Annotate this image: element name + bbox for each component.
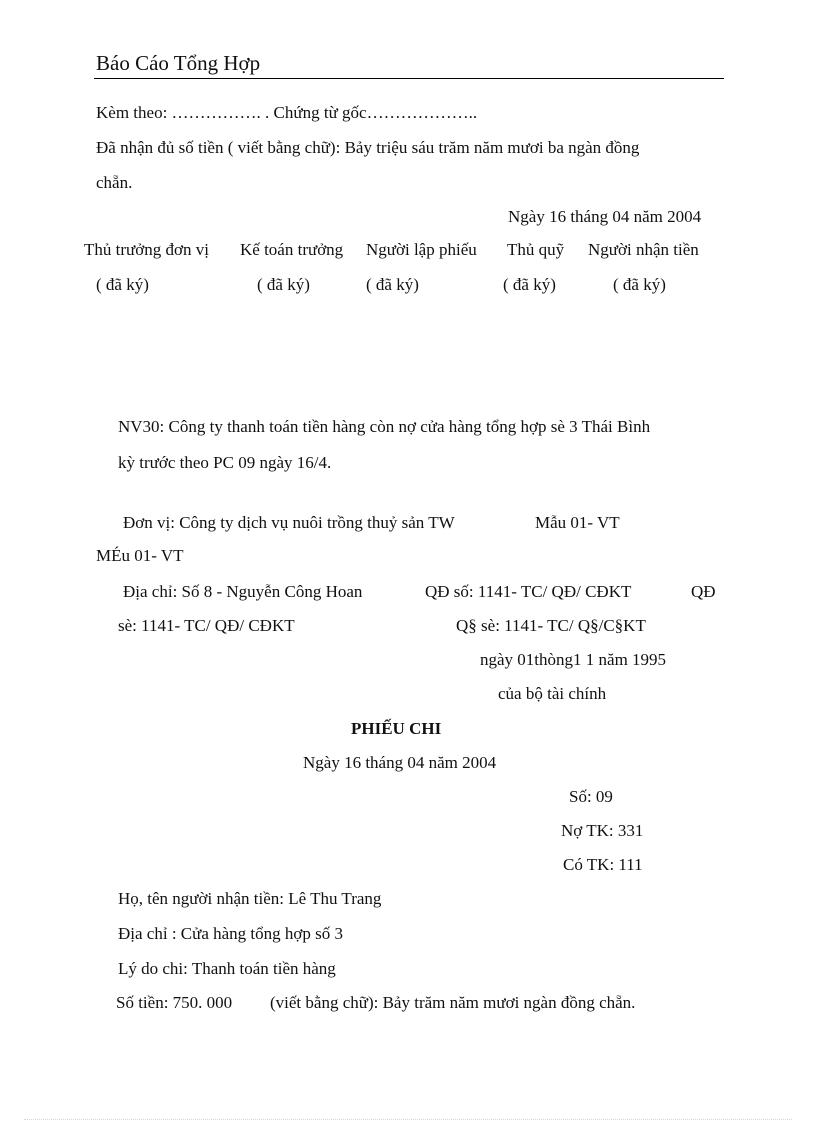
recipient-address-line: Địa chỉ : Cửa hàng tổng hợp số 3 [118,924,344,943]
signature-role-preparer: Người lập phiếu [366,240,477,259]
page-header-title: Báo Cáo Tổng Hợp [96,51,261,75]
debit-account: Nợ TK: 331 [561,821,644,840]
decision-number-garbled: Q§ sè: 1141- TC/ Q§/C§KT [456,616,646,635]
signature-status-preparer: ( đã ký) [366,275,419,294]
recipient-line: Họ, tên người nhận tiền: Lê Thu Trang [118,889,382,908]
voucher-date: Ngày 16 tháng 04 năm 2004 [303,753,497,772]
voucher-title: PHIẾU CHI [351,719,442,738]
voucher-number: Số: 09 [569,787,613,806]
signature-role-unit-head: Thủ trưởng đơn vị [84,240,209,259]
signature-status-chief-accountant: ( đã ký) [257,275,310,294]
form-code: Mẫu 01- VT [535,513,620,532]
attachments-line: Kèm theo: ……………. . Chứng từ gốc……………….. [96,103,478,122]
payment-amount-in-words: (viết bằng chữ): Bảy trăm năm mươi ngàn đồng chẵn. [270,993,636,1012]
credit-account: Có TK: 111 [563,855,643,874]
receipt-date: Ngày 16 tháng 04 năm 2004 [508,207,702,226]
transaction-line-1: NV30: Công ty thanh toán tiền hàng còn nợ cửa hàng tổng hợp sè 3 Thái Bình [118,417,651,436]
transaction-line-2: kỳ trước theo PC 09 ngày 16/4. [118,453,332,472]
decision-issuer: của bộ tài chính [498,684,607,703]
decision-number-duplicate: sè: 1141- TC/ QĐ/ CĐKT [118,616,295,635]
signature-status-cashier: ( đã ký) [503,275,556,294]
payment-reason-line: Lý do chi: Thanh toán tiền hàng [118,959,336,978]
unit-line: Đơn vị: Công ty dịch vụ nuôi trồng thuỷ sản TW [123,513,455,532]
form-code-duplicate: MÉu 01- VT [96,546,184,565]
decision-number: QĐ số: 1141- TC/ QĐ/ CĐKT [425,582,632,601]
signature-status-unit-head: ( đã ký) [96,275,149,294]
received-amount-line-cont: chẵn. [96,173,133,192]
address-line: Địa chỉ: Số 8 - Nguyễn Công Hoan [123,582,363,601]
decision-date: ngày 01thòng1 1 năm 1995 [480,650,667,669]
received-amount-line: Đã nhận đủ số tiền ( viết bằng chữ): Bảy triệu sáu trăm năm mươi ba ngàn đồng [96,138,640,157]
page-bottom-border [24,1119,792,1120]
decision-prefix: QĐ [691,582,716,601]
signature-status-recipient: ( đã ký) [613,275,666,294]
signature-role-cashier: Thủ quỹ [507,240,565,259]
payment-amount: Số tiền: 750. 000 [116,993,233,1012]
signature-role-chief-accountant: Kế toán trưởng [240,240,344,259]
header-rule [94,78,724,79]
signature-role-recipient: Người nhận tiền [588,240,699,259]
